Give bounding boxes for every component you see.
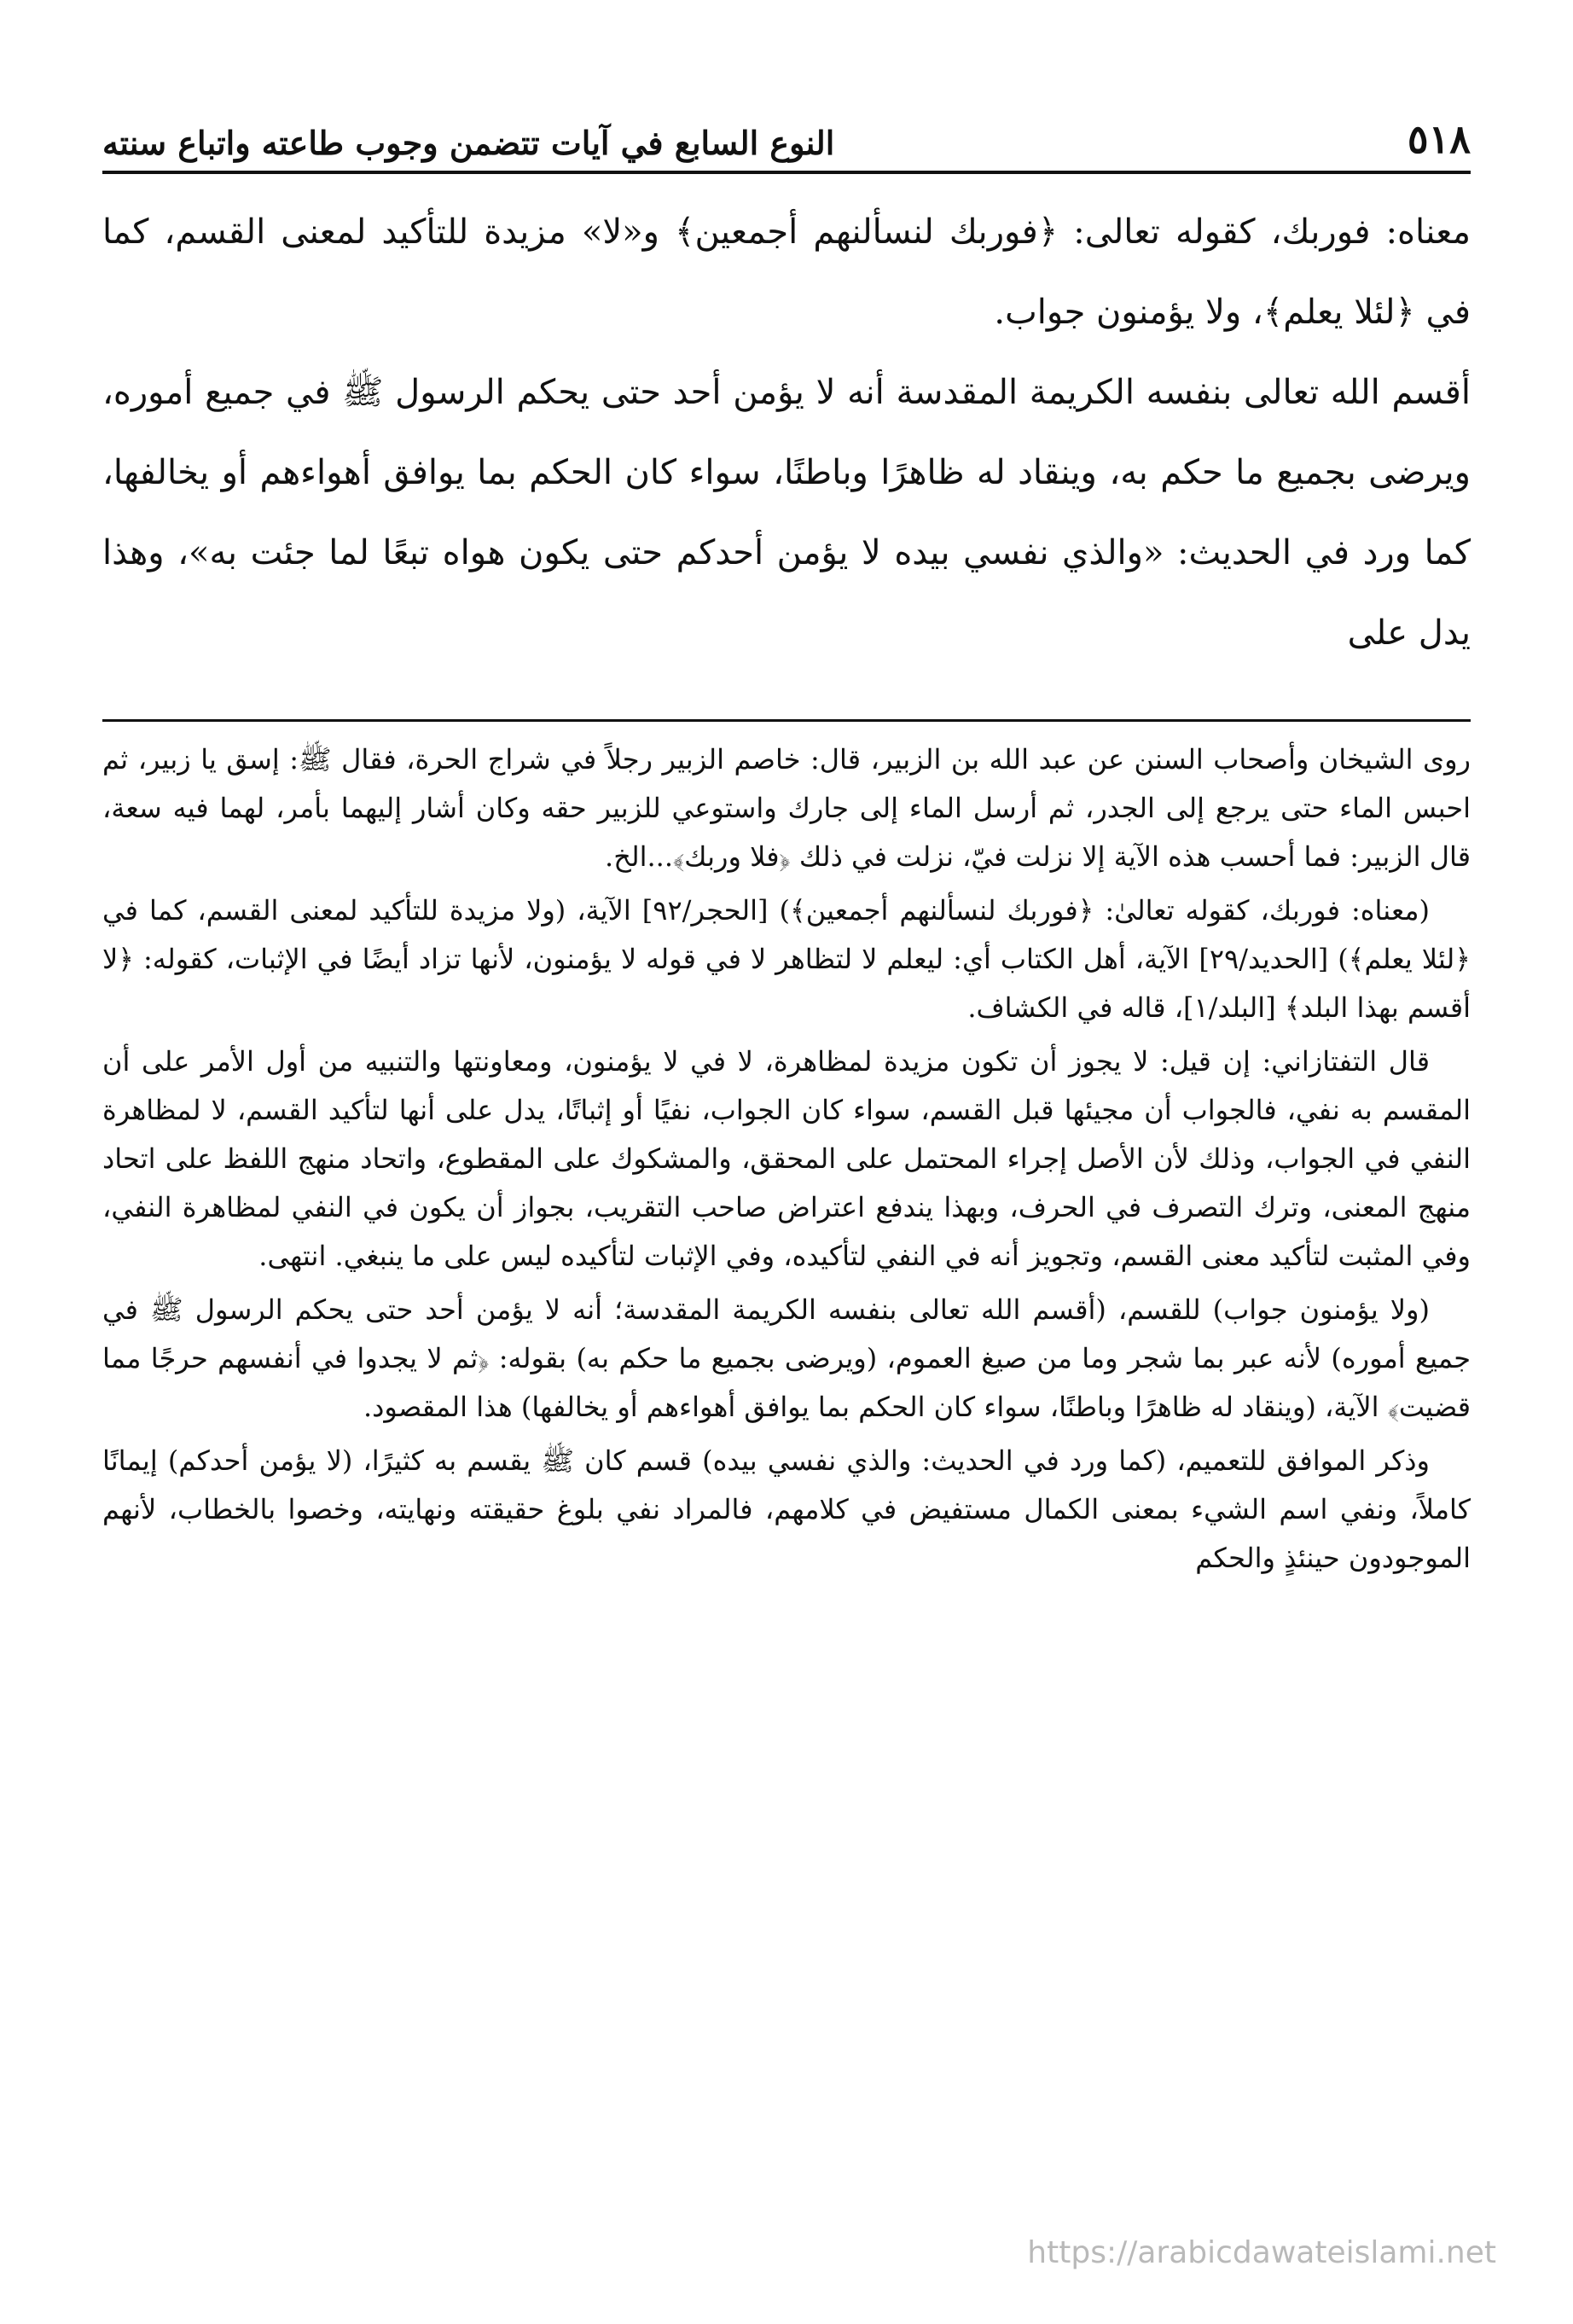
main-paragraph: أقسم الله تعالى بنفسه الكريمة المقدسة أنه لا يؤمن أحد حتى يحكم الرسول ﷺ في جميع أموره، ويرضى بجميع ما حكم به، وينقاد له ظاهرًا وباطنًا، سواء كان الحكم بما يوافق أهواءهم أو يخالفها، كما ورد في الحديث: «والذي نفسي بيده لا يؤمن أحدكم حتى يكون هواه تبعًا لما جئت به»، وهذا يدل على [102,373,1471,653]
page-header [102,94,1471,162]
footnote-paragraph: (معناه: فوربك، كقوله تعالىٰ: ﴿فوربك لنسألنهم أجمعين﴾) [الحجر/٩٢] الآية، (ولا مزيدة للتأكيد لمعنى القسم، كما في ﴿لئلا يعلم﴾) [الحديد/٢٩] الآية، أهل الكتاب أي: ليعلم لا لتظاهر لا في قوله لا يؤمنون، لأنها تزاد أيضًا في الإثبات، كقوله: ﴿لا أقسم بهذا البلد﴾ [البلد/١]، قاله في الكشاف. [102,894,1471,1024]
running-title: النوع السابع في آيات تتضمن وجوب طاعته واتباع سنته [102,124,835,162]
watermark-url: https://arabicdawateislami.net [1027,2235,1496,2270]
footnote-paragraph: قال التفتازاني: إن قيل: لا يجوز أن تكون مزيدة لمظاهرة، لا في لا يؤمنون، ومعاونتها والتنبيه من أول الأمر على أن المقسم به نفي، فالجواب أن مجيئها قبل القسم، سواء كان الجواب، نفيًا أو إثباتًا، يدل على أنها لتأكيد القسم، لا لمظاهرة النفي في الجواب، وذلك لأن الأصل إجراء المحتمل على المحقق، والمشكوك على المقطوع، واتحاد منهج اللفظ على اتحاد منهج المعنى، وترك التصرف في الحرف، وبهذا يندفع اعتراض صاحب التقريب، بجواز أن يكون في النفي لمظاهرة النفي، وفي المثبت لتأكيد معنى القسم، وتجويز أنه في النفي لتأكيده، وفي الإثبات لتأكيده ليس على ما ينبغي. انتهى. [102,1045,1471,1272]
page-number: ٥١٨ [1407,116,1471,162]
footnote-paragraph: (ولا يؤمنون جواب) للقسم، (أقسم الله تعالى بنفسه الكريمة المقدسة؛ أنه لا يؤمن أحد حتى يحكم الرسول ﷺ في جميع أموره) لأنه عبر بما شجر وما من صيغ العموم، (ويرضى بجميع ما حكم به) بقوله: ﴿ثم لا يجدوا في أنفسهم حرجًا مما قضيت﴾ الآية، (وينقاد له ظاهرًا وباطنًا، سواء كان الحكم بما يوافق أهواءهم أو يخالفها) هذا المقصود. [102,1293,1471,1423]
commentary-footnotes [102,735,1471,1588]
main-text [102,192,1471,673]
footnote-paragraph: وذكر الموافق للتعميم، (كما ورد في الحديث: والذي نفسي بيده) قسم كان ﷺ يقسم به كثيرًا، (لا يؤمن أحدكم) إيمانًا كاملاً، ونفي اسم الشيء بمعنى الكمال مستفيض في كلامهم، فالمراد نفي بلوغ حقيقته ونهايته، وخصوا بالخطاب، لأنهم الموجودون حينئذٍ والحكم [102,1444,1471,1574]
footnote-paragraph: روى الشيخان وأصحاب السنن عن عبد الله بن الزبير، قال: خاصم الزبير رجلاً في شراج الحرة، فقال ﷺ: إسق يا زبير، ثم احبس الماء حتى يرجع إلى الجدر، ثم أرسل الماء إلى جارك واستوعي للزبير حقه وكان أشار إليهما بأمر، لهما فيه سعة، قال الزبير: فما أحسب هذه الآية إلا نزلت فيّ، نزلت في ذلك ﴿فلا وربك﴾...الخ. [102,743,1471,873]
main-paragraph: معناه: فوربك، كقوله تعالى: ﴿فوربك لنسألنهم أجمعين﴾ و«لا» مزيدة للتأكيد لمعنى القسم، كما في ﴿لئلا يعلم﴾، ولا يؤمنون جواب. [102,212,1471,332]
header-divider [102,171,1471,174]
footnote-divider [102,719,1471,722]
